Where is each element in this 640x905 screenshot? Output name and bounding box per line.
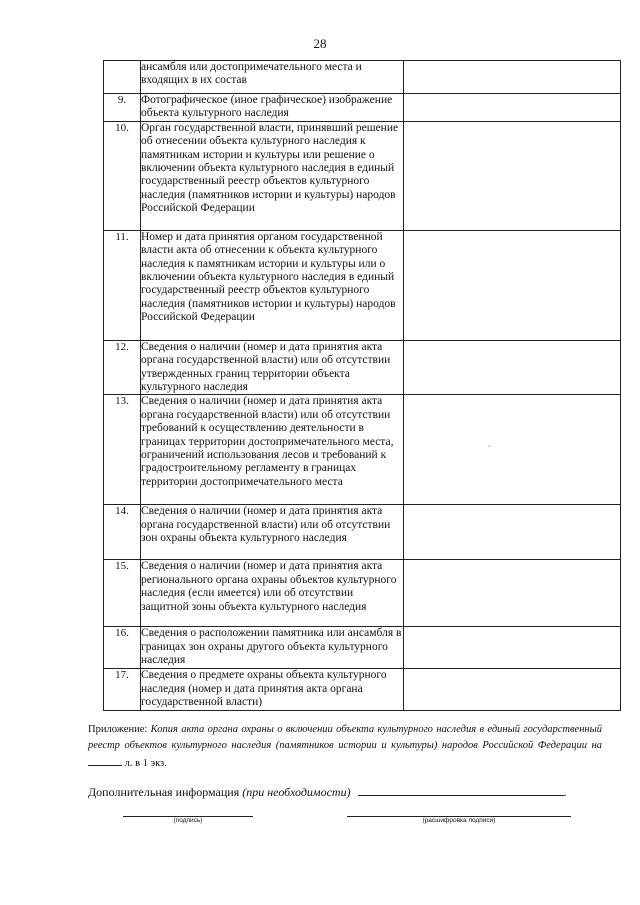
row-description: Сведения о наличии (номер и дата принятия акта органа государственной власти) или об отсутствии утвержденных границ территории объекта культурного наследия <box>141 340 404 395</box>
table-row <box>104 94 621 122</box>
row-description: Фотографическое (иное графическое) изображение объекта культурного наследия <box>141 94 404 122</box>
row-value-cell[interactable] <box>404 340 621 395</box>
row-description: Сведения о наличии (номер и дата принятия акта регионального органа охраны объектов культурного наследия (если имеется) или об отсутствии защитной зоны объекта культурного наследия <box>141 560 404 627</box>
row-description: ансамбля или достопримечательного места и входящих в их состав <box>141 61 404 94</box>
row-number: 17. <box>104 669 141 711</box>
row-description: Сведения о расположении памятника или ансамбля в границах зон охраны другого объекта культурного наследия <box>141 627 404 669</box>
table-row <box>104 121 621 230</box>
row-value-cell[interactable] <box>404 61 621 94</box>
row-number <box>104 61 141 94</box>
scan-mark: ˘ <box>488 444 491 454</box>
table-row <box>104 560 621 627</box>
table-row <box>104 61 621 94</box>
row-number: 9. <box>104 94 141 122</box>
row-number: 15. <box>104 560 141 627</box>
row-number: 14. <box>104 505 141 560</box>
row-value-cell[interactable] <box>404 94 621 122</box>
row-number: 11. <box>104 230 141 340</box>
page-number: 28 <box>313 36 327 51</box>
additional-info-field[interactable] <box>358 783 564 796</box>
row-number: 16. <box>104 627 141 669</box>
additional-info-hint: (при необходимости) <box>242 785 351 799</box>
table-row <box>104 627 621 669</box>
row-value-cell[interactable] <box>404 560 621 627</box>
pages-count-field[interactable] <box>88 754 122 766</box>
signature-caption: (подпись) <box>173 817 203 824</box>
row-value-cell[interactable] <box>404 395 621 505</box>
table-row <box>104 669 621 711</box>
row-description: Сведения о предмете охраны объекта культурного наследия (номер и дата принятия акта органа государственной власти) <box>141 669 404 711</box>
row-description: Орган государственной власти, принявший решение об отнесении объекта культурного наследия к памятникам истории и культуры или решение о включении объекта культурного наследия в единый государственный реестр объектов культурного наследия (памятников истории и культуры) народов Российской Федерации <box>141 121 404 230</box>
table-row <box>104 505 621 560</box>
row-value-cell[interactable] <box>404 121 621 230</box>
table-row <box>104 340 621 395</box>
attributes-table <box>103 60 621 711</box>
additional-info-label: Дополнительная информация <box>88 785 240 799</box>
row-value-cell[interactable] <box>404 505 621 560</box>
row-number: 13. <box>104 395 141 505</box>
row-description: Номер и дата принятия органом государственной власти акта об отнесении к объекта культурного наследия к памятникам истории и культуры или о включении объекта культурного наследия в единый государственный реестр объектов культурного наследия (памятников истории и культуры) народов Российской Федерации <box>141 230 404 340</box>
decryption-caption: (расшифровка подписи) <box>422 817 496 824</box>
table-row <box>104 230 621 340</box>
row-number: 12. <box>104 340 141 395</box>
appendix-note <box>88 722 602 772</box>
additional-info: Дополнительная информация (при необходимости) . <box>88 785 567 799</box>
row-description: Сведения о наличии (номер и дата принятия акта органа государственной власти) или об отсутствии требований к осуществлению деятельности в границах территории достопримечательного места, ограничений использования лесов и требований к градостроительному регламенту в границах территории достопримечательного места <box>141 395 404 505</box>
appendix-suffix: л. в 1 экз. <box>124 758 167 769</box>
row-value-cell[interactable] <box>404 230 621 340</box>
appendix-label: Приложение: <box>88 724 148 735</box>
table-row <box>104 395 621 505</box>
row-value-cell[interactable] <box>404 669 621 711</box>
row-description: Сведения о наличии (номер и дата принятия акта органа государственной власти) или об отсутствии зон охраны объекта культурного наследия <box>141 505 404 560</box>
appendix-text: Копия акта органа охраны о включении объекта культурного наследия в единый государственный реестр объектов культурного наследия (памятников истории и культуры) народов Российской Федерации на <box>88 724 602 751</box>
row-value-cell[interactable] <box>404 627 621 669</box>
row-number: 10. <box>104 121 141 230</box>
